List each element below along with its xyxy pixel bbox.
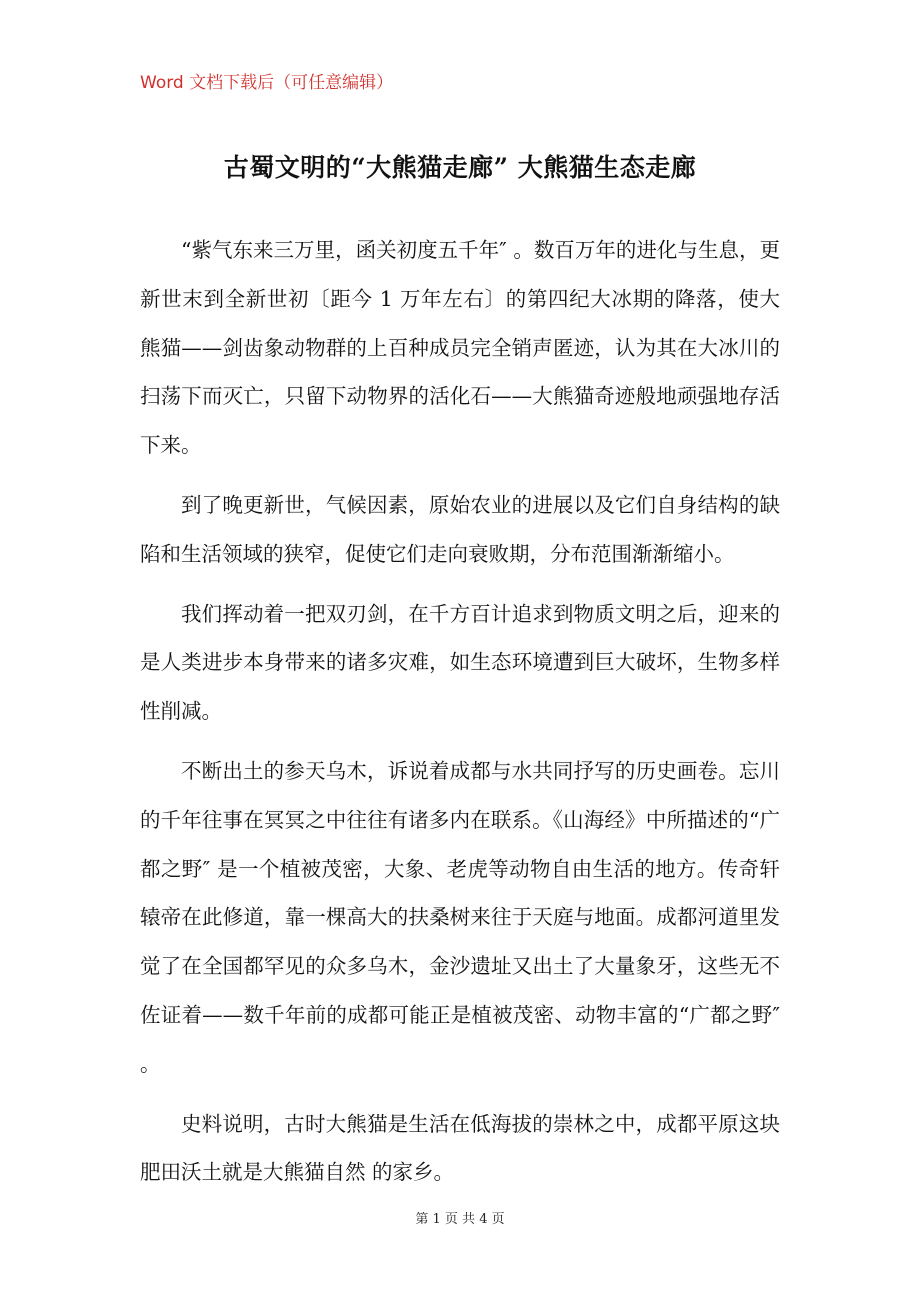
download-note: Word 文档下载后（可任意编辑） [140, 73, 394, 93]
paragraph: 不断出土的参天乌木，诉说着成都与水共同抒写的历史画卷。忘川的千年往事在冥冥之中往往有诸多内在联系。《山海经》中所描述的“广都之野″ 是一个植被茂密，大象、老虎等动物自由生活的地方。传奇轩辕帝在此修道，靠一棵高大的扶桑树来往于天庭与地面。成都河道里发觉了在全国都罕见的众多乌木，金沙遗址又出土了大量象牙，这些无不佐证着——数千年前的成都可能正是植被茂密、动物丰富的“广都之野″ 。 [140, 758, 780, 1076]
paragraph: 史料说明，古时大熊猫是生活在低海拔的崇林之中，成都平原这块肥田沃土就是大熊猫自然 的家乡。 [140, 1111, 780, 1185]
page-number: 第 1 页 共 4 页 [415, 1212, 505, 1227]
paragraph: 到了晚更新世，气候因素，原始农业的进展以及它们自身结构的缺陷和生活领域的狭窄，促使它们走向衰败期，分布范围渐渐缩小。 [140, 492, 780, 566]
document-body [140, 226, 780, 1208]
paragraph: “紫气东来三万里，函关初度五千年″ 。数百万年的进化与生息，更新世末到全新世初〔距今 1 万年左右〕的第四纪大冰期的降落，使大熊猫——剑齿象动物群的上百种成员完全销声匿迹，认为其在大冰川的扫荡下而灭亡，只留下动物界的活化石——大熊猫奇迹般地顽强地存活下来。 [140, 238, 780, 458]
paragraph: 我们挥动着一把双刃剑，在千方百计追求到物质文明之后，迎来的是人类进步本身带来的诸多灾难，如生态环境遭到巨大破坏，生物多样性削减。 [140, 601, 780, 724]
document-title: 古蜀文明的“大熊猫走廊” 大熊猫生态走廊 [223, 153, 697, 182]
